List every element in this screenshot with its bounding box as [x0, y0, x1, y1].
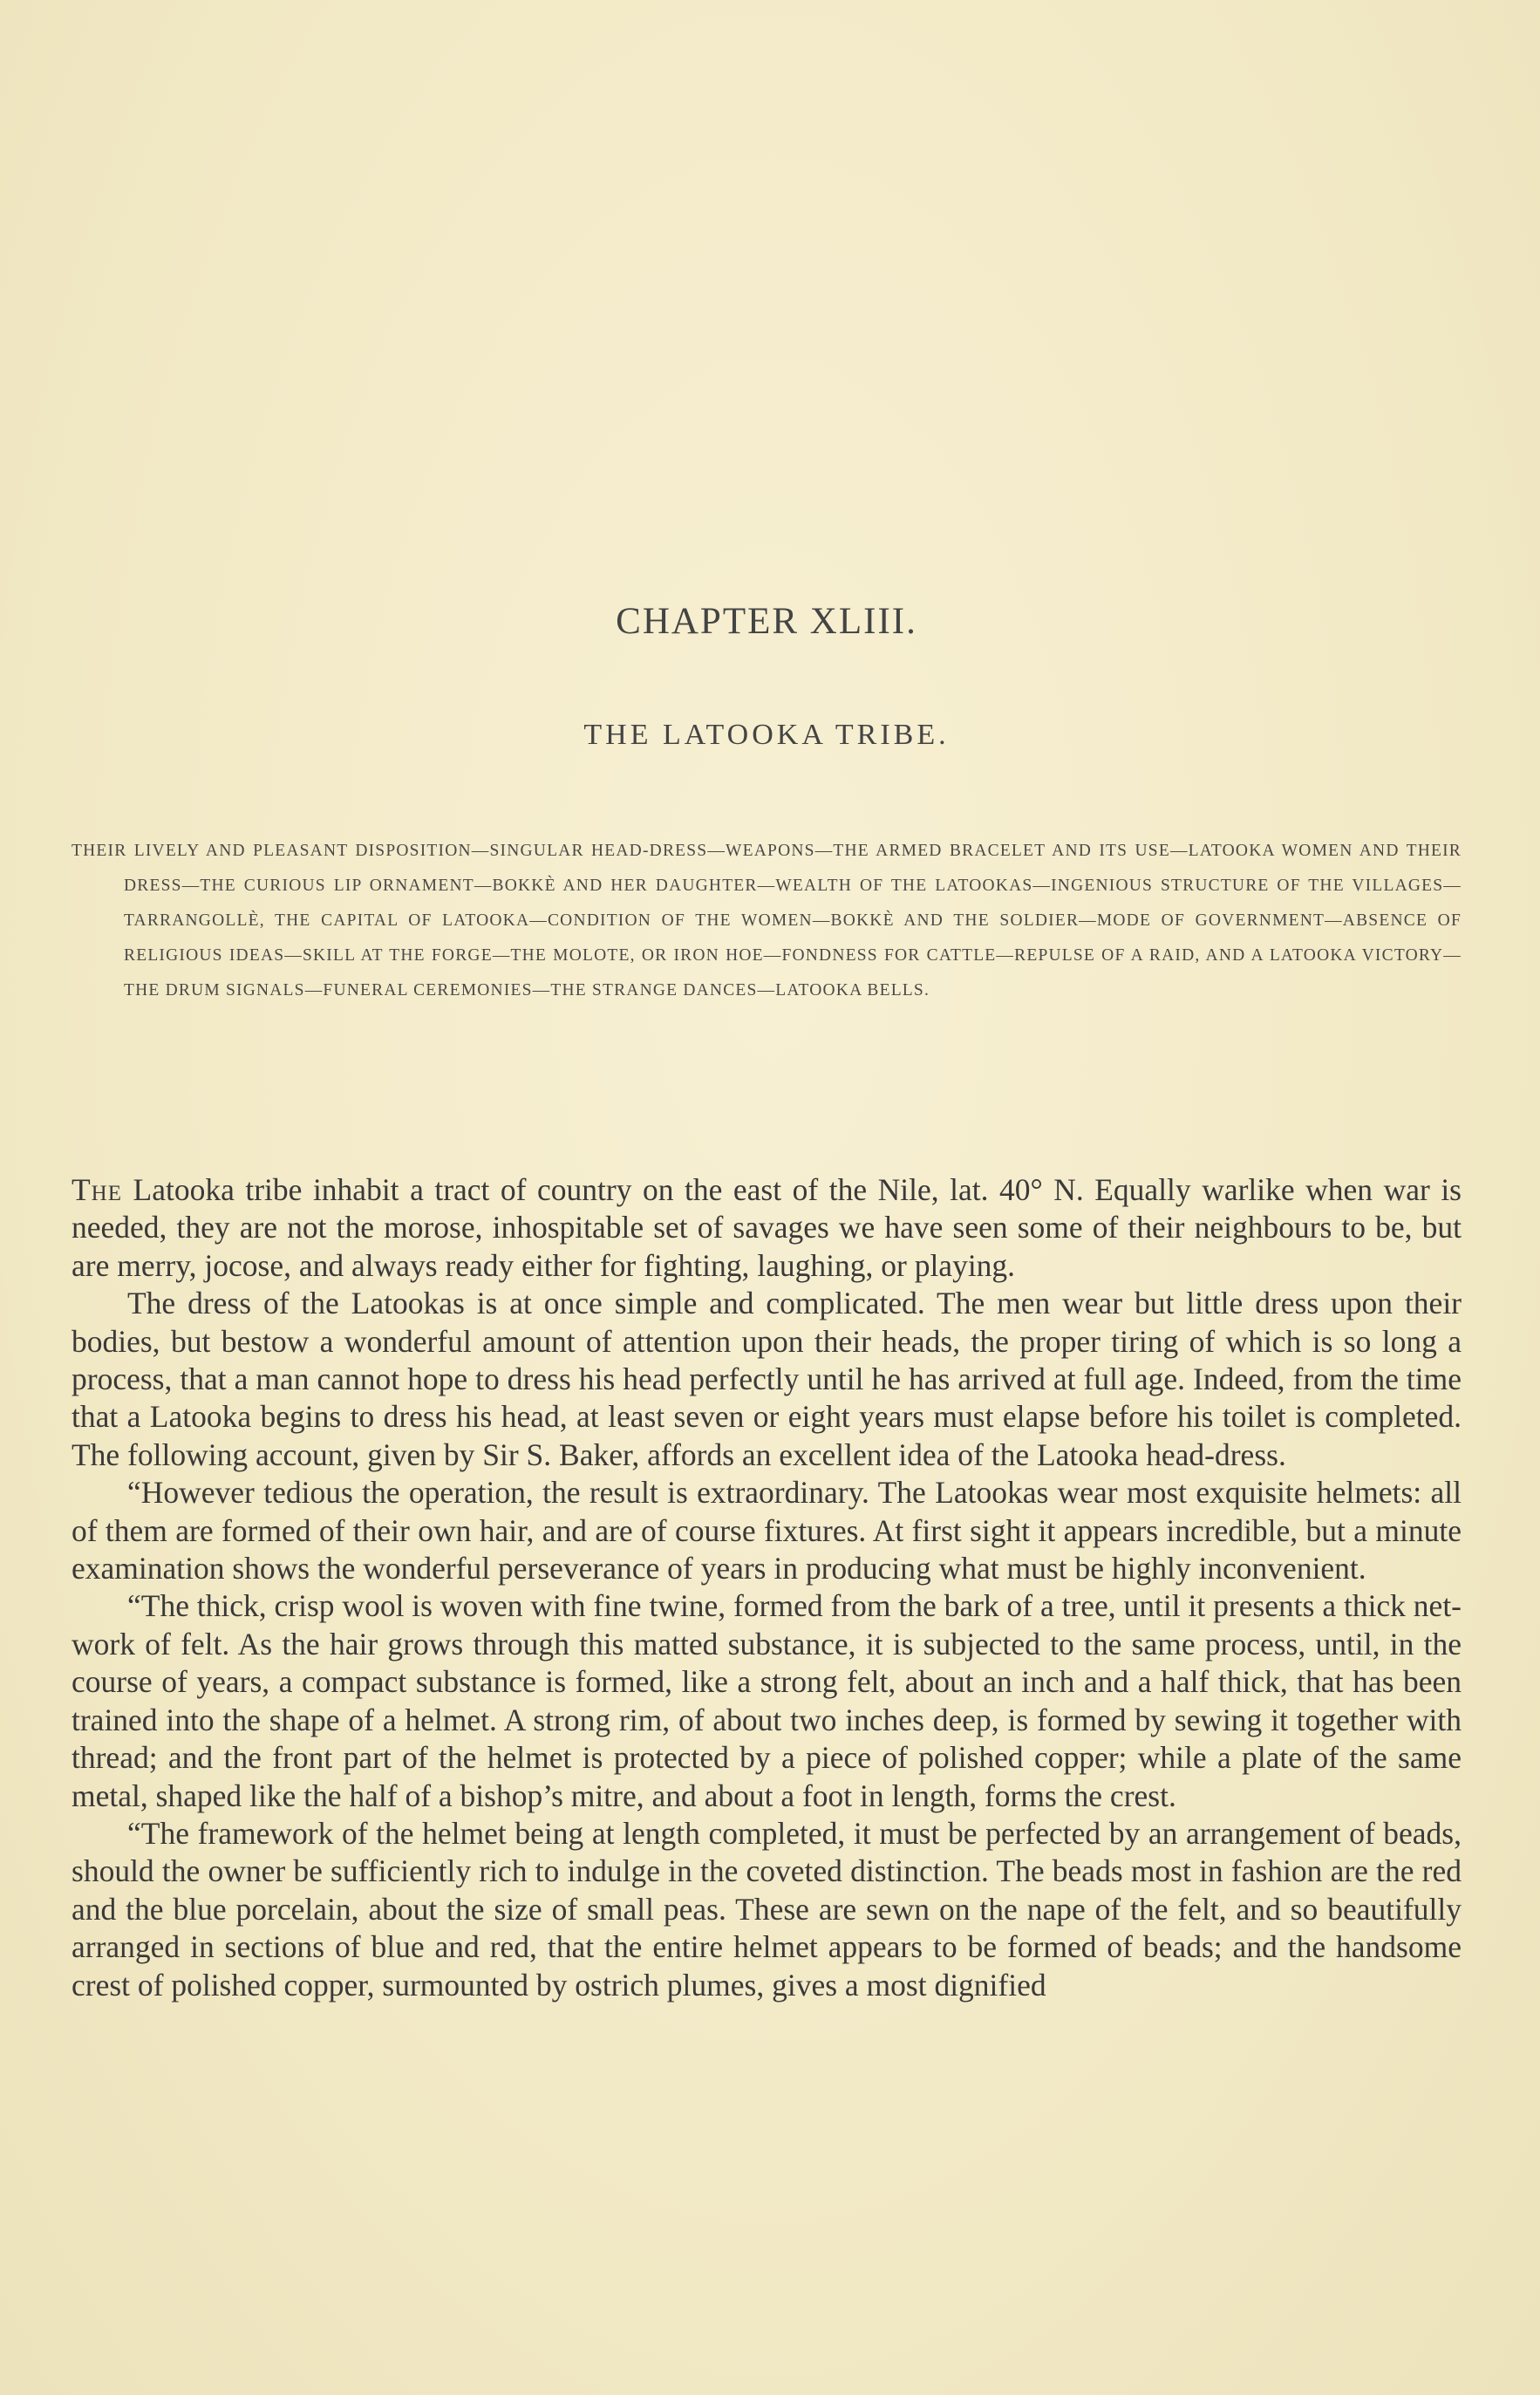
paragraph-1	[72, 1171, 1462, 1285]
paragraph-5: “The framework of the helmet being at length completed, it must be perfected by an arrangement of beads, should the owner be sufficiently rich to indulge in the coveted distinction. The beads most in fashion are the red and the blue porcelain, about the size of small peas. These are sewn on the nape of the felt, and so beautifully arranged in sections of blue and red, that the entire helmet appears to be formed of beads; and the handsome crest of polished copper, surmounted by ostrich plumes, gives a most dignified	[72, 1815, 1462, 2003]
book-page	[72, 0, 1462, 2395]
paragraph-3: “However tedious the operation, the result is extraordinary. The Latookas wear most exquisite helmets: all of them are formed of their own hair, and are of course fixtures. At first sight it appears incredible, but a minute examination shows the wonderful perseverance of years in producing what must be highly inconvenient.	[72, 1475, 1462, 1586]
paragraph-2: The dress of the Latookas is at once simple and complicated. The men wear but little dress upon their bodies, but bestow a wonderful amount of attention upon their heads, the proper tiring of which is so long a process, that a man cannot hope to dress his head perfectly until he has arrived at full age. Indeed, from the time that a Latooka begins to dress his head, at least seven or eight years must elapse before his toilet is completed. The following account, given by Sir S. Baker, affords an excellent idea of the Latooka head-dress.	[72, 1286, 1462, 1472]
body-text	[72, 1171, 1462, 2004]
chapter-subtitle: THE LATOOKA TRIBE.	[583, 719, 950, 751]
chapter-synopsis: THEIR LIVELY AND PLEASANT DISPOSITION—SINGULAR HEAD-DRESS—WEAPONS—THE ARMED BRACELET AND ITS USE—LATOOKA WOMEN AND THEIR DRESS—THE CURIOUS LIP ORNAMENT—BOKKÈ AND HER DAUGHTER—WEALTH OF THE LATOOKAS—INGENIOUS STRUCTURE OF THE VILLAGES—TARRANGOLLÈ, THE CAPITAL OF LATOOKA—CONDITION OF THE WOMEN—BOKKÈ AND THE SOLDIER—MODE OF GOVERNMENT—ABSENCE OF RELIGIOUS IDEAS—SKILL AT THE FORGE—THE MOLOTE, OR IRON HOE—FONDNESS FOR CATTLE—REPULSE OF A RAID, AND A LATOOKA VICTORY—THE DRUM SIGNALS—FUNERAL CEREMONIES—THE STRANGE DANCES—LATOOKA BELLS.	[72, 842, 1462, 1000]
paragraph-1-text: Latooka tribe inhabit a tract of country on the east of the Nile, lat. 40° N. Equally warlike when war is needed, they are not the morose, inhospitable set of savages we have seen some of their neighbours to be, but are merry, jocose, and always ready either for fighting, laughing, or playing.	[72, 1172, 1462, 1283]
paragraph-4: “The thick, crisp wool is woven with fine twine, formed from the bark of a tree, until it presents a thick net-work of felt. As the hair grows through this matted substance, it is subjected to the same process, until, in the course of years, a compact substance is formed, like a strong felt, about an inch and a half thick, that has been trained into the shape of a helmet. A strong rim, of about two inches deep, is formed by sewing it together with thread; and the front part of the helmet is protected by a piece of polished copper; while a plate of the same metal, shaped like the half of a bishop’s mitre, and about a foot in length, forms the crest.	[72, 1588, 1462, 1813]
paragraph-1-lead: The	[72, 1172, 123, 1207]
chapter-title: CHAPTER XLIII.	[616, 601, 917, 642]
